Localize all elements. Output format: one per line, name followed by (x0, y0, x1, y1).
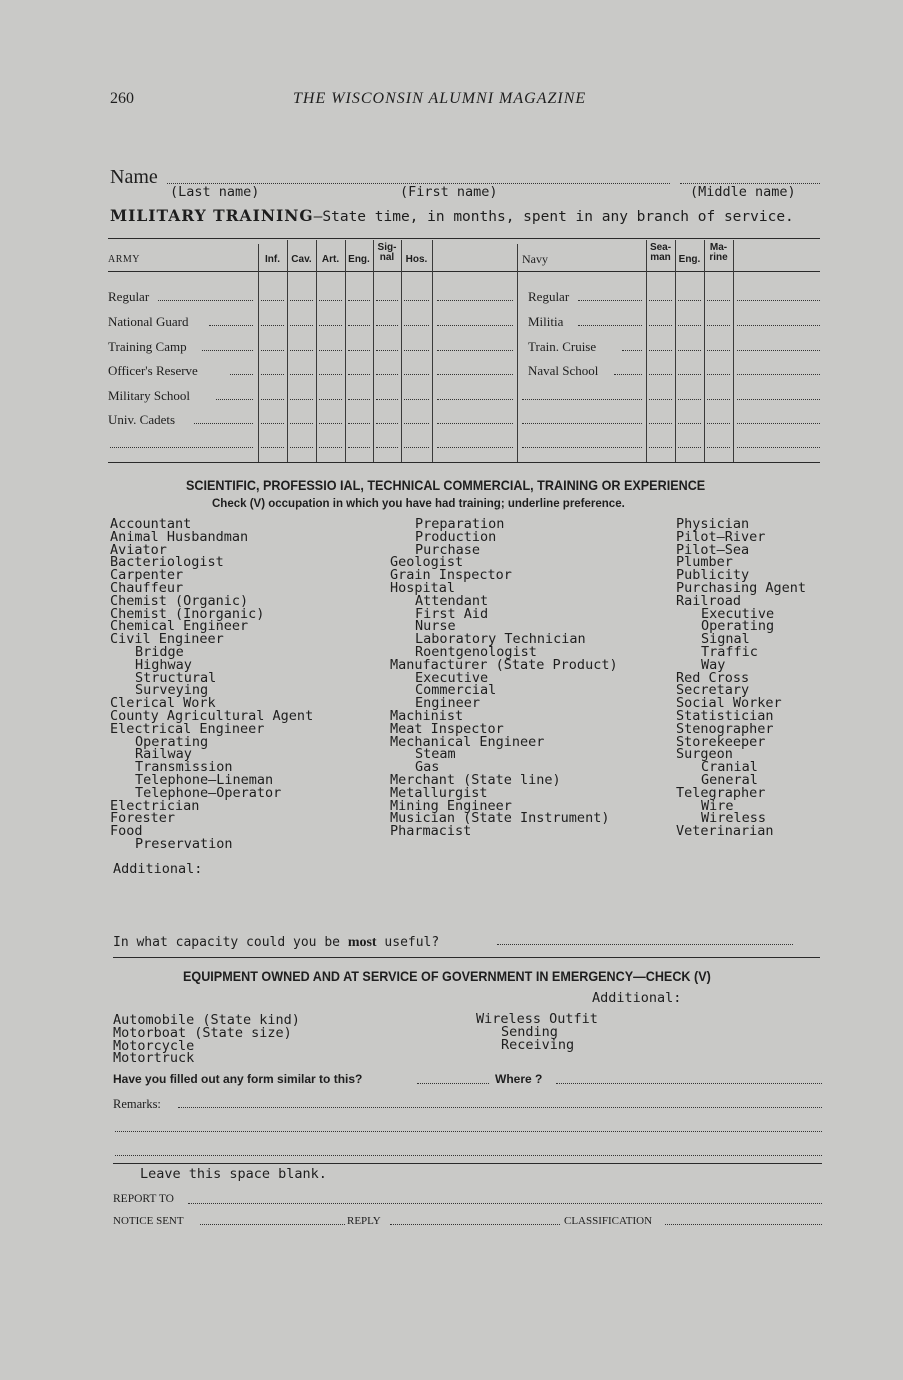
occupation-item[interactable]: Chemist (Inorganic) (110, 605, 265, 622)
army-cell-input[interactable] (348, 399, 370, 400)
occupation-item[interactable]: Aviator (110, 541, 167, 558)
navy-header: Navy (522, 252, 548, 266)
army-col-header: Hos. (405, 254, 428, 265)
leave-blank-note: Leave this space blank. (140, 1166, 327, 1182)
occupation-item[interactable]: Preservation (135, 835, 233, 852)
table-column-rule (345, 240, 346, 462)
middle-name-caption: (Middle name) (690, 184, 796, 200)
army-cell-input[interactable] (261, 374, 284, 375)
army-col-header: Eng. (348, 254, 370, 265)
army-cell-input[interactable] (348, 423, 370, 424)
military-heading-line (110, 206, 794, 226)
occupation-item[interactable]: Merchant (State line) (390, 771, 561, 788)
occupation-item[interactable]: Operating (135, 733, 209, 750)
occupation-item[interactable]: Traffic (701, 643, 758, 660)
army-cell-input[interactable] (376, 300, 398, 301)
army-cell-input[interactable] (261, 399, 284, 400)
table-column-rule (675, 240, 676, 462)
army-cell-input[interactable] (348, 374, 370, 375)
report-to-label: REPORT TO (113, 1193, 174, 1205)
occupation-item[interactable]: Chemist (Organic) (110, 592, 249, 609)
navy-cell-input[interactable] (649, 300, 672, 301)
occupation-item[interactable]: Engineer (415, 695, 481, 712)
occupation-item[interactable]: Gas (415, 759, 440, 776)
filled-form-answer-line[interactable] (417, 1083, 489, 1084)
navy-blank-row[interactable] (522, 447, 642, 448)
occupation-item[interactable]: Telephone—Operator (135, 784, 282, 801)
army-cell-input[interactable] (319, 399, 342, 400)
navy-extra-input[interactable] (737, 399, 820, 400)
navy-row-leader (578, 300, 642, 301)
equipment-item[interactable]: Motortruck (113, 1050, 195, 1067)
army-cell-input[interactable] (404, 447, 429, 448)
occupation-item[interactable]: Hospital (390, 579, 456, 596)
occupation-item[interactable]: Grain Inspector (390, 567, 512, 584)
occupation-item[interactable]: Surgeon (676, 746, 733, 763)
navy-cell-input[interactable] (649, 325, 672, 326)
army-row-label: Military School (108, 388, 190, 403)
occupation-item[interactable]: Physician (676, 516, 750, 532)
occupation-item[interactable]: Meat Inspector (390, 720, 504, 737)
army-cell-input[interactable] (319, 423, 342, 424)
table-column-rule (733, 240, 734, 462)
army-cell-input[interactable] (290, 300, 313, 301)
army-cell-input[interactable] (348, 300, 370, 301)
army-cell-input[interactable] (404, 300, 429, 301)
occupation-item[interactable]: Publicity (676, 567, 750, 584)
navy-extra-input[interactable] (737, 350, 820, 351)
army-col-header: Cav. (291, 254, 312, 265)
magazine-title: THE WISCONSIN ALUMNI MAGAZINE (293, 90, 587, 107)
occupations-instruction: Check (V) occupation in which you have had training; underline preference. (212, 498, 625, 510)
navy-extra-input[interactable] (737, 423, 820, 424)
army-cell-input[interactable] (376, 447, 398, 448)
occupation-item[interactable]: Secretary (676, 682, 750, 699)
table-column-rule (432, 240, 433, 462)
army-cell-input[interactable] (290, 399, 313, 400)
army-cell-input[interactable] (319, 325, 342, 326)
navy-row-label: Militia (528, 314, 564, 329)
navy-cell-input[interactable] (649, 374, 672, 375)
occupation-item[interactable]: Telegrapher (676, 784, 766, 801)
navy-cell-input[interactable] (678, 399, 701, 400)
occupation-item[interactable]: Purchase (415, 541, 481, 558)
name-label: Name (110, 166, 158, 188)
army-row-label: Univ. Cadets (108, 412, 176, 427)
occupation-item[interactable]: Storekeeper (676, 733, 766, 750)
navy-col-header: Ma- rine (709, 242, 728, 263)
occupation-item[interactable]: Surveying (135, 682, 209, 699)
army-cell-input[interactable] (376, 350, 398, 351)
occupation-item[interactable]: Bacteriologist (110, 554, 224, 571)
occupation-item[interactable]: Red Cross (676, 669, 750, 686)
occupation-item[interactable]: Civil Engineer (110, 631, 224, 648)
navy-cell-input[interactable] (707, 374, 730, 375)
useful-question (113, 935, 439, 951)
filled-form-question: Have you filled out any form similar to this? (113, 1072, 363, 1086)
occupation-item[interactable]: Signal (701, 631, 750, 648)
army-cell-input[interactable] (404, 399, 429, 400)
occupation-item[interactable]: Production (415, 528, 497, 545)
navy-cell-input[interactable] (678, 447, 701, 448)
army-header: ARMY (108, 254, 141, 265)
occupation-item[interactable]: Mechanical Engineer (390, 733, 545, 750)
equipment-list-right (476, 1013, 598, 1051)
navy-cell-input[interactable] (678, 300, 701, 301)
army-row-label: Training Camp (108, 339, 187, 354)
table-column-rule (373, 240, 374, 462)
navy-row-leader (578, 325, 642, 326)
where-answer-line[interactable] (556, 1083, 822, 1084)
equipment-list-left (113, 1014, 300, 1065)
useful-emphasis: most (347, 935, 377, 950)
army-cell-input[interactable] (290, 423, 313, 424)
military-instruction: —State time, in months, spent in any branch of service. (313, 209, 794, 225)
table-column-rule (704, 240, 705, 462)
navy-cell-input[interactable] (707, 423, 730, 424)
notice-sent-label: NOTICE SENT (113, 1215, 184, 1227)
army-row-leader (216, 399, 253, 400)
army-cell-input[interactable] (261, 350, 284, 351)
army-cell-input[interactable] (404, 423, 429, 424)
army-cell-input[interactable] (404, 374, 429, 375)
army-cell-input[interactable] (348, 447, 370, 448)
occupation-item[interactable]: Statistician (676, 707, 774, 724)
occupation-item[interactable]: Food (110, 823, 143, 840)
occupation-item[interactable]: Wire (701, 797, 734, 814)
occupation-item[interactable]: Structural (135, 669, 217, 686)
army-extra-input[interactable] (437, 350, 513, 351)
table-column-rule (316, 240, 317, 462)
army-extra-input[interactable] (437, 325, 513, 326)
occupation-item[interactable]: Executive (415, 669, 489, 686)
equipment-item[interactable]: Motorboat (State size) (113, 1024, 292, 1041)
army-col-header: Art. (321, 254, 340, 265)
military-heading: MILITARY TRAINING (110, 206, 314, 225)
occupation-item[interactable]: Chauffeur (110, 579, 184, 596)
navy-extra-input[interactable] (737, 300, 820, 301)
navy-cell-input[interactable] (707, 325, 730, 326)
navy-cell-input[interactable] (649, 423, 672, 424)
table-column-rule (401, 240, 402, 462)
occupation-item[interactable]: Attendant (415, 592, 489, 609)
occupation-item[interactable]: Musician (State Instrument) (390, 810, 610, 827)
occupation-item[interactable]: Nurse (415, 618, 456, 635)
occupation-item[interactable]: Animal Husbandman (110, 528, 249, 545)
equipment-heading: EQUIPMENT OWNED AND AT SERVICE OF GOVERNMENT IN EMERGENCY—CHECK (V) (183, 968, 711, 984)
navy-row-label: Naval School (528, 363, 599, 378)
occupation-item[interactable]: Electrician (110, 797, 200, 814)
navy-cell-input[interactable] (707, 447, 730, 448)
army-row-label: Officer's Reserve (108, 363, 198, 378)
army-extra-input[interactable] (437, 374, 513, 375)
army-row-label: Regular (108, 289, 150, 304)
army-cell-input[interactable] (404, 350, 429, 351)
army-cell-input[interactable] (376, 325, 398, 326)
occupation-item[interactable]: Railway (135, 746, 192, 763)
reply-line[interactable] (390, 1224, 560, 1225)
occupation-item[interactable]: Telephone—Lineman (135, 771, 274, 788)
navy-cell-input[interactable] (707, 399, 730, 400)
useful-answer-line[interactable] (497, 944, 793, 945)
where-question: Where ? (495, 1072, 543, 1086)
occupation-item[interactable]: Wireless (701, 810, 767, 827)
equipment-item[interactable]: Motorcycle (113, 1037, 195, 1054)
occupation-item[interactable]: Highway (135, 656, 192, 673)
occupation-item[interactable]: Stenographer (676, 720, 774, 737)
occupation-item[interactable]: Bridge (135, 643, 184, 660)
army-cell-input[interactable] (319, 447, 342, 448)
occupations-heading: SCIENTIFIC, PROFESSIO IAL, TECHNICAL COMMERCIAL, TRAINING OR EXPERIENCE (186, 477, 706, 493)
occupation-item[interactable]: Executive (701, 605, 775, 622)
navy-cell-input[interactable] (649, 399, 672, 400)
army-cell-input[interactable] (319, 350, 342, 351)
remarks-label: Remarks: (113, 1097, 161, 1111)
occupation-item[interactable]: Transmission (135, 759, 233, 776)
occupation-item[interactable]: Machinist (390, 707, 464, 724)
occupation-item[interactable]: Mining Engineer (390, 797, 512, 814)
page-number: 260 (110, 90, 134, 107)
army-col-header: Inf. (265, 254, 280, 265)
army-cell-input[interactable] (376, 399, 398, 400)
navy-col-header: Sea- man (649, 242, 672, 263)
army-cell-input[interactable] (261, 423, 284, 424)
army-cell-input[interactable] (348, 325, 370, 326)
occupation-item[interactable]: Roentgenologist (415, 643, 537, 660)
navy-blank-row[interactable] (522, 399, 642, 400)
occupation-item[interactable]: Laboratory Technician (415, 631, 586, 648)
army-cell-input[interactable] (376, 423, 398, 424)
army-cell-input[interactable] (290, 447, 313, 448)
occupation-column-1 (110, 518, 313, 851)
navy-cell-input[interactable] (678, 350, 701, 351)
navy-col-header: Eng. (678, 254, 701, 265)
navy-cell-input[interactable] (678, 325, 701, 326)
army-cell-input[interactable] (348, 350, 370, 351)
wireless-option[interactable]: Sending (501, 1023, 558, 1040)
first-name-caption: (First name) (400, 184, 498, 200)
occupation-item[interactable]: Veterinarian (676, 823, 774, 840)
navy-row-label: Regular (528, 289, 570, 304)
occupation-item[interactable]: Commercial (415, 682, 497, 699)
last-name-caption: (Last name) (170, 184, 260, 200)
navy-row-label: Train. Cruise (528, 339, 597, 354)
navy-row-leader (622, 350, 642, 351)
additional-occupations-label: Additional: (113, 861, 203, 877)
occupation-item[interactable]: Pharmacist (390, 823, 472, 840)
occupation-item[interactable]: Chemical Engineer (110, 618, 249, 635)
army-row-leader (194, 423, 253, 424)
occupation-item[interactable]: First Aid (415, 605, 489, 622)
occupation-item[interactable]: Accountant (110, 516, 192, 532)
equipment-additional-label: Additional: (592, 990, 682, 1006)
occupation-item[interactable]: Operating (701, 618, 775, 635)
occupation-item[interactable]: Social Worker (676, 695, 782, 712)
army-cell-input[interactable] (290, 350, 313, 351)
army-extra-input[interactable] (437, 423, 513, 424)
navy-extra-input[interactable] (737, 325, 820, 326)
navy-cell-input[interactable] (649, 447, 672, 448)
navy-row-leader (614, 374, 642, 375)
army-cell-input[interactable] (319, 374, 342, 375)
navy-extra-input[interactable] (737, 374, 820, 375)
occupation-item[interactable]: Metallurgist (390, 784, 488, 801)
army-cell-input[interactable] (290, 374, 313, 375)
navy-extra-input[interactable] (737, 447, 820, 448)
navy-cell-input[interactable] (678, 374, 701, 375)
navy-cell-input[interactable] (678, 423, 701, 424)
remarks-line-2[interactable] (115, 1131, 822, 1132)
occupation-item[interactable]: Clerical Work (110, 695, 216, 712)
remarks-line-1[interactable] (178, 1107, 822, 1108)
occupation-item[interactable]: Forester (110, 810, 176, 827)
occupation-column-2 (390, 518, 618, 838)
report-to-line[interactable] (188, 1203, 822, 1204)
occupation-item[interactable]: Pilot—River (676, 528, 766, 545)
occupation-column-3 (676, 518, 806, 838)
army-cell-input[interactable] (404, 325, 429, 326)
army-row-leader (209, 325, 253, 326)
table-column-rule (517, 244, 518, 462)
occupation-item[interactable]: Manufacturer (State Product) (390, 656, 618, 673)
remarks-line-3[interactable] (115, 1155, 822, 1156)
wireless-option[interactable]: Receiving (501, 1036, 575, 1053)
army-row-label: National Guard (108, 314, 189, 329)
useful-prefix: In what capacity could you be (113, 935, 340, 950)
table-column-rule (287, 240, 288, 462)
navy-cell-input[interactable] (649, 350, 672, 351)
army-row-leader (230, 374, 253, 375)
occupation-item[interactable]: Way (701, 656, 726, 673)
classification-line[interactable] (665, 1224, 822, 1225)
classification-label: CLASSIFICATION (564, 1215, 653, 1227)
army-cell-input[interactable] (261, 325, 284, 326)
army-blank-row[interactable] (110, 447, 253, 448)
occupation-item[interactable]: Railroad (676, 592, 742, 609)
army-cell-input[interactable] (261, 300, 284, 301)
navy-cell-input[interactable] (707, 350, 730, 351)
navy-blank-row[interactable] (522, 423, 642, 424)
occupation-item[interactable]: Cranial (701, 759, 758, 776)
army-row-leader (202, 350, 253, 351)
occupation-item[interactable]: County Agricultural Agent (110, 707, 314, 724)
occupation-item[interactable]: Carpenter (110, 567, 184, 584)
wireless-outfit-label: Wireless Outfit (476, 1011, 598, 1027)
reply-label: REPLY (347, 1215, 381, 1227)
army-extra-input[interactable] (437, 300, 513, 301)
navy-cell-input[interactable] (707, 300, 730, 301)
occupation-item[interactable]: Geologist (390, 554, 464, 571)
occupation-item[interactable]: Plumber (676, 554, 733, 571)
occupation-item[interactable]: Purchasing Agent (676, 579, 807, 596)
army-cell-input[interactable] (376, 374, 398, 375)
notice-sent-line[interactable] (200, 1224, 345, 1225)
table-column-rule (258, 244, 259, 462)
army-cell-input[interactable] (261, 447, 284, 448)
occupation-item[interactable]: Steam (415, 746, 456, 763)
army-extra-input[interactable] (437, 447, 513, 448)
occupation-item[interactable]: Electrical Engineer (110, 720, 265, 737)
equipment-item[interactable]: Automobile (State kind) (113, 1012, 300, 1028)
useful-suffix: useful? (384, 935, 440, 950)
army-cell-input[interactable] (290, 325, 313, 326)
occupation-item[interactable]: Preparation (415, 516, 505, 532)
table-column-rule (646, 240, 647, 462)
occupation-item[interactable]: Pilot—Sea (676, 541, 750, 558)
army-extra-input[interactable] (437, 399, 513, 400)
army-cell-input[interactable] (319, 300, 342, 301)
occupation-item[interactable]: General (701, 771, 758, 788)
army-col-header: Sig- nal (377, 242, 397, 263)
army-row-leader (158, 300, 253, 301)
